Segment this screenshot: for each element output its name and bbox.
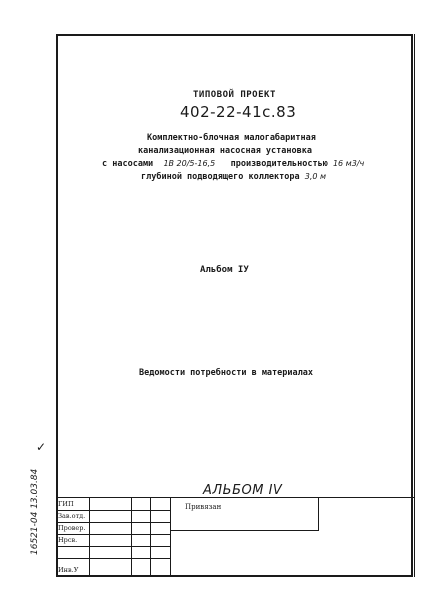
album-code-stamp: АЛЬБОМ IV — [203, 483, 283, 498]
project-label: ТИПОВОЙ ПРОЕКТ — [193, 90, 276, 100]
project-number: 402-22-41с.83 — [180, 103, 297, 121]
title-block-row-rule — [56, 534, 170, 535]
side-handwritten-note: 16521-04 13.03.84 — [30, 468, 40, 555]
attachment-label: Привязан — [185, 503, 222, 511]
title-block-row-label: Зав.отд. — [58, 512, 86, 520]
description-line-1: Комплектно-блочная малогабаритная — [147, 133, 316, 143]
checkmark-icon: ✓ — [36, 440, 47, 454]
title-block-row-label: ГИП — [58, 500, 74, 508]
title-block-column-rule — [89, 497, 90, 577]
sheet-title: Ведомости потребности в материалах — [139, 368, 313, 378]
title-block-row-label: Инв.У — [58, 566, 79, 574]
capacity-label: производительностью — [230, 159, 328, 169]
depth-label: глубиной подводящего коллектора — [141, 172, 300, 182]
title-block-row-label: Нрсв. — [58, 536, 78, 544]
title-block-row-rule — [56, 558, 170, 559]
pumps-prefix: с насосами — [102, 159, 154, 169]
pump-model: 1В 20/5-16,5 — [163, 159, 216, 168]
album-title: Альбом IУ — [200, 265, 249, 275]
title-block-column-rule — [131, 497, 132, 577]
title-block-row-rule — [56, 546, 170, 547]
title-block-row-label: Провер. — [58, 524, 86, 532]
description-line-3 — [102, 159, 364, 169]
capacity-value: 16 м3/ч — [332, 159, 365, 168]
frame-right-rule — [414, 34, 415, 577]
depth-value: 3,0 м — [304, 172, 327, 181]
title-block-row-rule — [56, 510, 170, 511]
description-line-4 — [141, 172, 326, 182]
title-block-column-rule — [150, 497, 151, 577]
description-line-2: канализационная насосная установка — [138, 146, 312, 156]
title-block-row-rule — [56, 522, 170, 523]
